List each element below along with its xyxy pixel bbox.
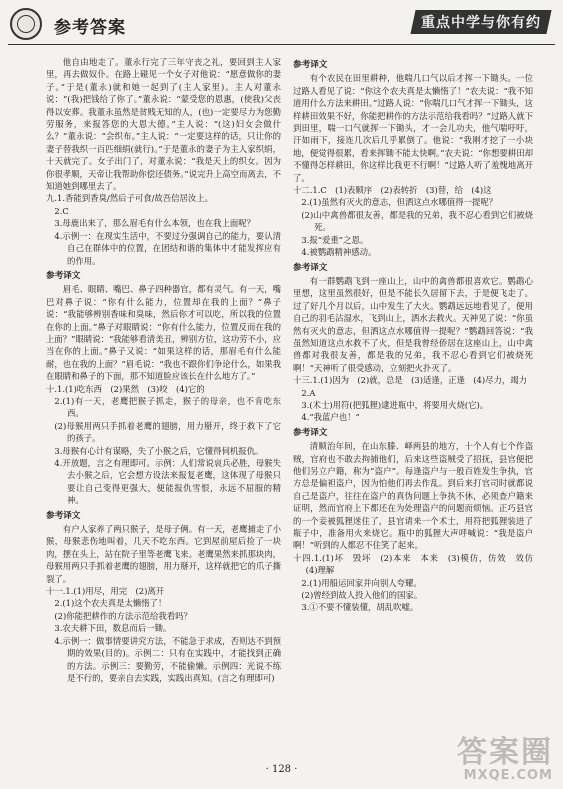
answer-item: 十四.1.(1)坏 毁坏 (2)本来 本来 (3)模仿，仿效 效仿 (4)理解 bbox=[293, 552, 542, 576]
paragraph: 清顺治年间，在山东滕、峄两县的地方，十个人有七个作盗贼，官府也不敢去拘捕他们，后来这些盗贼受了招抚，县官便把他们另立户籍，称为“盗户”。每逢盗户与一般百姓发生争执，官方总是偏袒盗户，因为怕他们再去作乱。到后来打官司时就都说自己是盗户，往往在盗户的真伪问题上争执不休，必须查户籍来证明，然而官府上下都还在为处理盗户的问题而烦恼。正巧县官的一个妾被狐狸迷住了，县官请来一个术士，用符把狐狸装进了瓶子中，准备用火来烧它。瓶中的狐狸大声呼喊说：“我是盗户啊！”听到的人都忍不住笑了起来。 bbox=[293, 441, 533, 551]
section-heading: 参考译文 bbox=[46, 270, 81, 281]
section-heading: 参考译文 bbox=[293, 262, 328, 273]
answer-item: 2.C bbox=[54, 205, 69, 216]
watermark-logo bbox=[457, 735, 553, 783]
answer-item: 4.“我蓝户也！” bbox=[301, 412, 360, 423]
answer-item: 4.开放题，言之有理即可。示例：人们常说哀兵必胜，母猴失去小猴之后，它会想方设法来报复老鹰，这体现了母猴只要让自己变得更强大，便能报仇雪恨，永远不屈服的精神。 bbox=[54, 458, 281, 506]
school-emblem-icon bbox=[10, 8, 42, 40]
answer-item: 4.示例一：做事情要讲究方法，不能急于求成，否则达不到预期的效果(目的)。示例二：只有在实践中，才能找到正确的方法。示例三：要勤劳，不能偷懒。示例四：光说不练是不行的，要亲自去实践，实践出真知。(言之有理即可) bbox=[54, 635, 281, 683]
answer-item: 2.(1)有一天，老鹰把猴子抓走，猴子的母亲，也不肯吃东西。 bbox=[54, 395, 281, 419]
paragraph: 有个农民在田里耕种，他喘几口气以后才挥一下锄头。一位过路人看见了说：“你这个农夫真是太懒惰了！”农夫说：“我不知道用什么方法来耕田。”过路人说：“你喘几口气才挥一下锄头，这样耕田效果不好，你能把耕作的方法示范给我看吗？”过路人就下到田里，喘一口气就挥一下锄头，才一会儿功夫，他气喘吁吁，汗如雨下，接连几次后几乎累倒了。他说：“我刚才挖了一小块地，便觉得很累，看来挥锄不能太快啊。”农夫说：“你想要耕田却不懂得怎样耕田，你这样比我更不行啊！”过路人听了羞愧地离开了。 bbox=[293, 73, 533, 183]
answer-item: 3.母鹿出来了，那么眉毛有什么本领，也在我上面呢？ bbox=[54, 218, 256, 229]
page-number-value: 128 bbox=[271, 764, 292, 775]
answer-item: 十.1.(1)吃东西 (2)果然 (3)咬 (4)它的 bbox=[46, 383, 205, 394]
left-column bbox=[46, 56, 281, 756]
answer-item: (2)你能把耕作的方法示范给我看吗？ bbox=[54, 610, 192, 621]
answer-item: 十三.1.(1)因为 (2)就，总是 (3)适逢，正逢 (4)尽力，竭力 bbox=[293, 375, 527, 386]
answer-item: 3.农夫耕下田，数息而后一锄。 bbox=[54, 623, 172, 634]
answer-item: (2)曾经到故人投入他们的国家。 bbox=[301, 590, 423, 601]
paragraph: 他自由地走了。董永行完了三年守丧之礼，要回到主人家里，再去做奴仆。在路上碰见一个女子对他说：“愿意做你的妻子。”于是(董永)就和她一起到了(主人家里)。主人对董永说：“(我)把钱给了你了。”董永说：“蒙受您的恩惠，(使我)父丧得以安葬。我董永虽然是贫贱无知的人，(也)一定要尽力为您勤劳服务，来报答您的大恩大德。”主人说：“(这)妇女会做什么？”董永说：“会织布。”主人说：“一定要这样的话，只让你的妻子替我织一百匹细绢(就行)。”于是董永的妻子为主人家织绢，十天就完了。女子出门了，对董永说：“我是天上的织女。因为你很孝顺，天帝让我帮助你偿还债务。”说完升上高空而离去，不知道她到哪里去了。 bbox=[46, 57, 281, 192]
answer-item: 2.A bbox=[301, 387, 316, 398]
page-header bbox=[0, 0, 563, 52]
page-number: · 128 · bbox=[265, 764, 298, 775]
answer-item: 2.(1)虽然有灭火的意志，但洒这点水哪值得一提呢？ bbox=[301, 197, 498, 208]
paragraph: 有一群鹦鹉飞到一座山上，山中的禽兽都很喜欢它。鹦鹉心里想，这里虽然很好，但是不能长久居留下去，于是便飞走了。过了好几个月以后，山中发生了大火。鹦鹉远远地看见了，便用自己的羽毛沾湿水，飞到山上，洒水去救火。天神见了说：“你虽然有灭火的意志，但洒这点水哪值得一提呢？”鹦鹉回答说：“我虽然知道这点水救不了火，但是我曾经侨居在这座山上，山中禽兽都对我很友善，都是我的兄弟，我不忍心看到它们被烧死啊！”天神听了很受感动，立刻把火扑灭了。 bbox=[293, 275, 533, 373]
answer-item: 3.母猴有心计有谋略，失了小猴之后，它懂得伺机报仇。 bbox=[54, 445, 264, 456]
answer-item: 4.示例一：在现实生活中，不要过分强调自己的能力，要认清自己在群体中的位置，在团结和谐的集体中才能发挥应有的作用。 bbox=[54, 230, 281, 266]
section-title: 参考答案 bbox=[54, 18, 126, 38]
answer-item: 3.报“爱重”之恩。 bbox=[301, 234, 369, 245]
answer-item: (2)母猴用两只手抓着老鹰的翅膀，用力掰开，终于救下了它的孩子。 bbox=[54, 420, 281, 444]
paragraph: 有户人家养了两只猴子，是母子俩。有一天，老鹰捕走了小猴，母猴悲伤地叫着，几天不吃东西。它到屋前屋后捡了一块肉，摆在头上，站在院子里等老鹰飞来。老鹰果然来抓那块肉，母猴用两只手抓着老鹰的翅膀，用力掰开，这样就把它的爪子撕裂了。 bbox=[46, 524, 281, 584]
answer-item: 4.被鹦鹉精神感动。 bbox=[301, 247, 377, 258]
answer-item: 十一.1.(1)用尽，用完 (2)离开 bbox=[46, 586, 165, 597]
answer-item: 2.(1)用船运回家并向别人夸耀。 bbox=[301, 577, 422, 588]
section-heading: 参考译文 bbox=[293, 60, 328, 70]
watermark-line1: 答案圈 bbox=[457, 735, 553, 770]
answer-item: 3.(术士)用符(把狐狸)逮进瓶中，将要用火烧(它)。 bbox=[301, 399, 489, 410]
paragraph: 眉毛、眼睛、嘴巴、鼻子四种器官，都有灵气。有一天，嘴巴对鼻子说：“你有什么能力，位置却在我的上面？”鼻子说：“我能够辨别香味和臭味，然后你才可以吃，所以我的位置在你的上面。”鼻子对眼睛说：“你有什么能力，位置反而在我的上面？”眼睛说：“我能够看清美丑，辨别方位，这功劳不小，应当在你的上面。”鼻子又说：“如果这样的话，那眉毛有什么能耐，也在我的上面？”眉毛说：“我也不跟你们争论什么，如果我在眼睛和鼻子的下面，那不知道脸应该长在什么地方了。” bbox=[46, 284, 281, 382]
section-heading: 参考译文 bbox=[293, 427, 328, 438]
answer-item: (2)山中禽兽都很友善，都是我的兄弟，我不忍心看到它们被烧死。 bbox=[301, 209, 533, 233]
answer-item: 十二.1.C (1)表顺序 (2)表转折 (3)替，给 (4)这 bbox=[293, 185, 492, 196]
watermark-line2: MXQE.COM bbox=[463, 768, 553, 783]
section-heading: 参考译文 bbox=[46, 510, 81, 521]
brand-banner bbox=[410, 10, 551, 34]
answer-item: 3.①不要不懂装懂，胡乱吹嘘。 bbox=[301, 602, 419, 613]
answer-item: 2.(1)这个农夫真是太懒惰了！ bbox=[54, 598, 167, 609]
answer-item: 九.1.香能到香臭/然后子可食/故吾信居汝上。 bbox=[46, 193, 214, 204]
header-divider bbox=[8, 44, 555, 45]
brand-text: 重点中学与你有约 bbox=[421, 15, 541, 31]
